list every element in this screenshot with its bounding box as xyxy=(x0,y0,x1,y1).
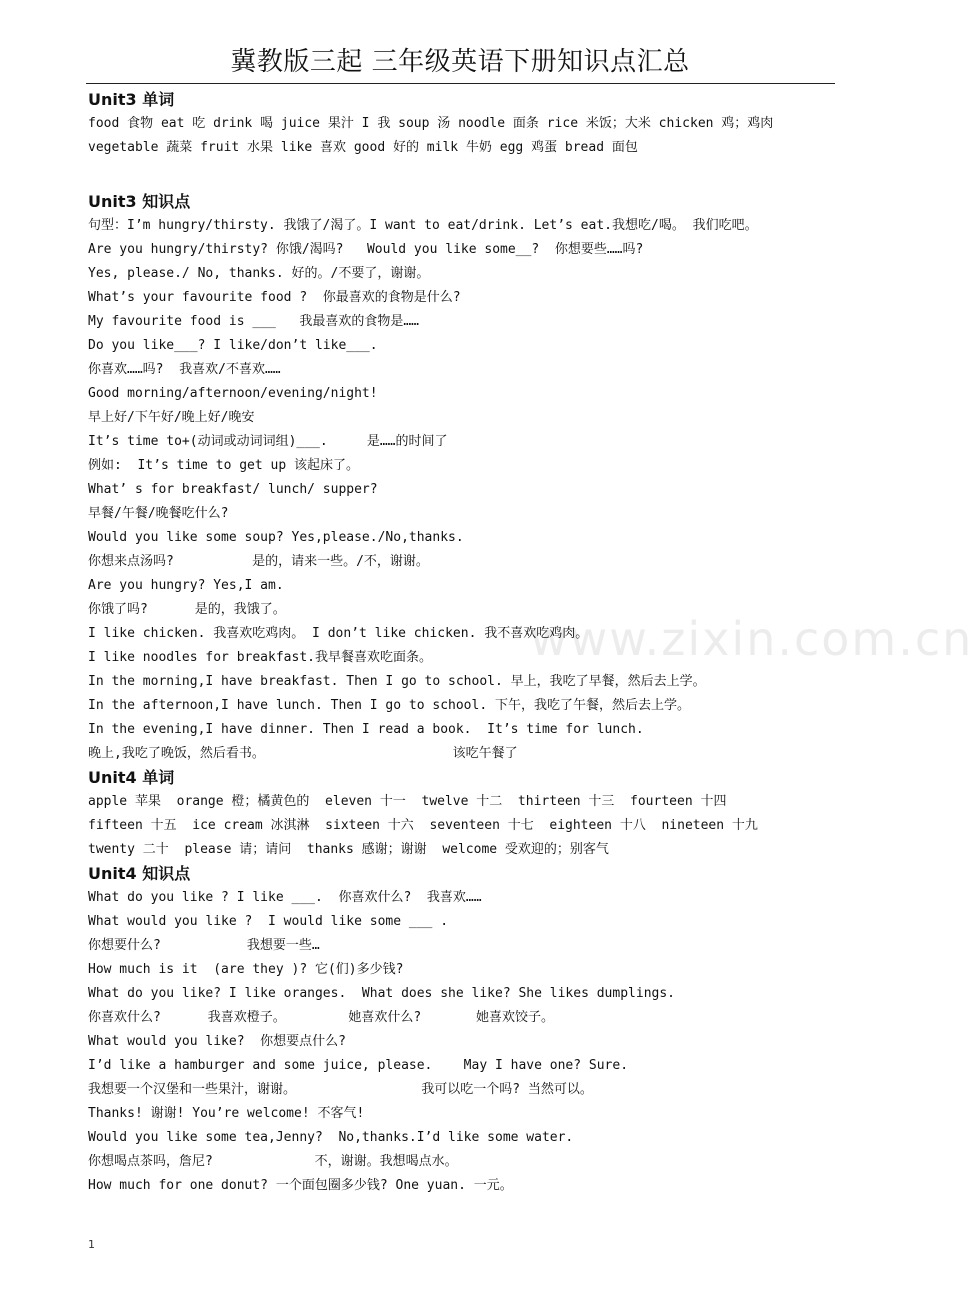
text-line: What would you like? 你想要点什么? xyxy=(88,1034,347,1049)
text-line: Yes, please./ No, thanks. 好的。/不要了，谢谢。 xyxy=(88,266,430,281)
text-line: What would you like ? I would like some ___ . xyxy=(88,914,449,929)
watermark: www.zixin.com.cn xyxy=(530,612,973,666)
text-line: How much is it (are they )? 它(们)多少钱? xyxy=(88,962,404,977)
page-number: 1 xyxy=(88,1238,95,1251)
section-unit3-knowledge xyxy=(88,190,888,766)
text-line: I like chicken. 我喜欢吃鸡肉。 I don’t like chicken. 我不喜欢吃鸡肉。 xyxy=(88,626,589,641)
text-line: 你饿了吗? 是的，我饿了。 xyxy=(88,602,286,617)
section-unit4-knowledge xyxy=(88,862,888,1198)
text-line: 我想要一个汉堡和一些果汁，谢谢。 我可以吃一个吗? 当然可以。 xyxy=(88,1082,593,1097)
text-line: Good morning/afternoon/evening/night! xyxy=(88,386,378,401)
text-line: apple 苹果 orange 橙；橘黄色的 eleven 十一 twelve 十二 thirteen 十三 fourteen 十四 xyxy=(88,794,727,809)
text-line: What’ s for breakfast/ lunch/ supper? xyxy=(88,482,378,497)
text-line: 你想喝点茶吗，詹尼? 不，谢谢。我想喝点水。 xyxy=(88,1154,458,1169)
text-line: What do you like ? I like ___. 你喜欢什么? 我喜欢…… xyxy=(88,890,482,905)
text-line: vegetable 蔬菜 fruit 水果 like 喜欢 good 好的 milk 牛奶 egg 鸡蛋 bread 面包 xyxy=(88,140,638,155)
text-line: What do you like? I like oranges. What does she like? She likes dumplings. xyxy=(88,986,675,1001)
section-heading: Unit3 单词 xyxy=(88,90,175,109)
text-line: 你想来点汤吗? 是的，请来一些。/不，谢谢。 xyxy=(88,554,429,569)
section-heading: Unit4 知识点 xyxy=(88,864,191,883)
document-body xyxy=(88,88,888,1198)
spacer xyxy=(88,160,888,190)
title-underline xyxy=(86,83,835,84)
text-line: fifteen 十五 ice cream 冰淇淋 sixteen 十六 seventeen 十七 eighteen 十八 nineteen 十九 xyxy=(88,818,758,833)
text-line: Would you like some tea,Jenny? No,thanks.I’d like some water. xyxy=(88,1130,574,1145)
section-unit4-vocabulary xyxy=(88,766,888,862)
page-title: 冀教版三起 三年级英语下册知识点汇总 xyxy=(230,47,690,77)
text-line: Do you like___? I like/don’t like___. xyxy=(88,338,378,353)
text-line: It’s time to+(动词或动词词组)___. 是……的时间了 xyxy=(88,434,448,449)
text-line: What’s your favourite food ? 你最喜欢的食物是什么? xyxy=(88,290,461,305)
text-line: 晚上,我吃了晚饭，然后看书。 该吃午餐了 xyxy=(88,746,518,761)
text-line: Are you hungry/thirsty? 你饿/渴吗? Would you like some__? 你想要些……吗? xyxy=(88,242,644,257)
text-line: twenty 二十 please 请；请问 thanks 感谢；谢谢 welcome 受欢迎的；别客气 xyxy=(88,842,609,857)
text-line: Are you hungry? Yes,I am. xyxy=(88,578,284,593)
text-line: I’d like a hamburger and some juice, please. May I have one? Sure. xyxy=(88,1058,629,1073)
section-heading: Unit3 知识点 xyxy=(88,192,191,211)
text-line: In the afternoon,I have lunch. Then I go to school. 下午，我吃了午餐，然后去上学。 xyxy=(88,698,690,713)
text-line: 例如: It’s time to get up 该起床了。 xyxy=(88,458,360,473)
section-heading: Unit4 单词 xyxy=(88,768,175,787)
text-line: 你想要什么? 我想要一些… xyxy=(88,938,320,953)
text-line: In the evening,I have dinner. Then I read a book. It’s time for lunch. xyxy=(88,722,644,737)
text-line: 句型：I’m hungry/thirsty. 我饿了/渴了。I want to eat/drink. Let’s eat.我想吃/喝。 我们吃吧。 xyxy=(88,218,758,233)
text-line: 早餐/午餐/晚餐吃什么? xyxy=(88,506,229,521)
text-line: How much for one donut? 一个面包圈多少钱? One yuan. 一元。 xyxy=(88,1178,513,1193)
text-line: In the morning,I have breakfast. Then I go to school. 早上，我吃了早餐，然后去上学。 xyxy=(88,674,706,689)
text-line: Thanks! 谢谢! You’re welcome! 不客气! xyxy=(88,1106,365,1121)
text-line: 你喜欢什么? 我喜欢橙子。 她喜欢什么? 她喜欢饺子。 xyxy=(88,1010,555,1025)
text-line: My favourite food is ___ 我最喜欢的食物是…… xyxy=(88,314,419,329)
text-line: food 食物 eat 吃 drink 喝 juice 果汁 I 我 soup 汤 noodle 面条 rice 米饭；大米 chicken 鸡；鸡肉 xyxy=(88,116,774,131)
section-unit3-vocabulary xyxy=(88,88,888,160)
text-line: 你喜欢……吗? 我喜欢/不喜欢…… xyxy=(88,362,281,377)
text-line: 早上好/下午好/晚上好/晚安 xyxy=(88,410,255,425)
text-line: I like noodles for breakfast.我早餐喜欢吃面条。 xyxy=(88,650,432,665)
text-line: Would you like some soup? Yes,please./No,thanks. xyxy=(88,530,464,545)
